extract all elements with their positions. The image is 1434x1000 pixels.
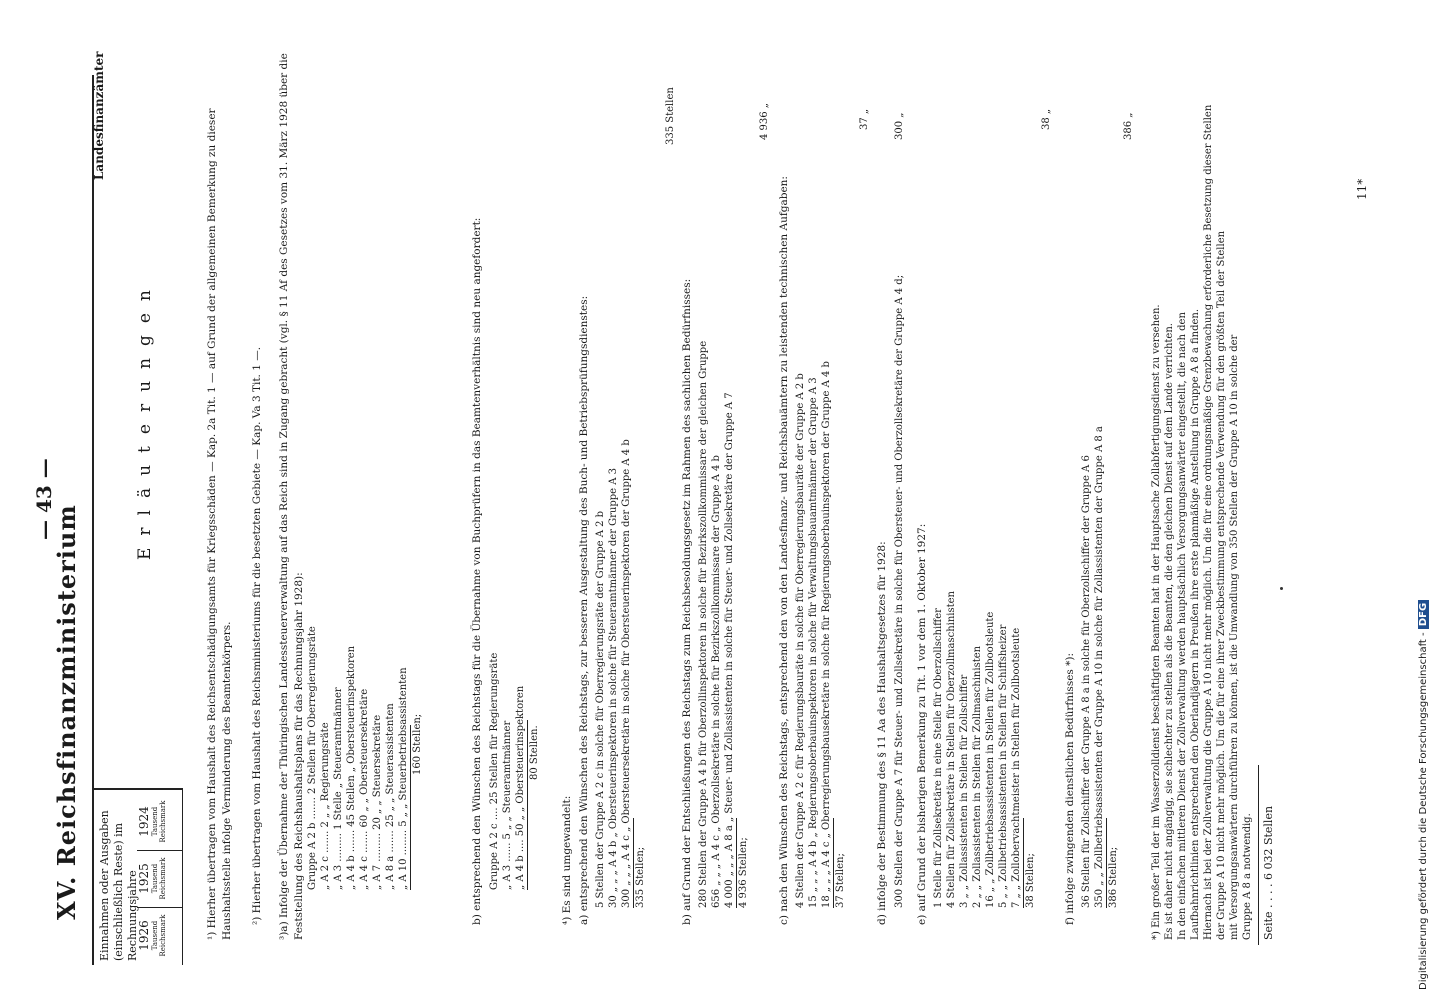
footnote-line: Hiernach ist bei der Zollverwaltung die Gruppe A 10 nicht mehr möglich. Um die für eine ordnungsmäßige Grenzbewachung erforderliche Besetzung dieser Stellen (1203, 104, 1214, 940)
note-4e-list (932, 591, 1037, 908)
side-count: 37 „ (859, 108, 870, 130)
page-number: — 43 — (32, 458, 56, 540)
list-item: 280 Stellen der Gruppe A 4 b für Oberzollinspektoren in solche für Bezirkszollkommissare der gleichen Gruppe (698, 340, 709, 908)
year-unit: Tausend Reichsmark (151, 914, 167, 957)
dfg-logo: DFG (1418, 600, 1429, 629)
note-4d-row: 300 Stellen der Gruppe A 7 für Steuer- und Zollsekretäre in solche für Obersteuer- und Oberzollsekretäre der Gruppe A 4 d; (894, 274, 905, 908)
total-line: 335 Stellen; (633, 818, 647, 908)
footnote-line: *) Ein großer Teil der im Wasserzolldienst beschäftigten Beamten hat in der Hauptsache Zollabfertigungsdienst zu versehen. (1151, 304, 1162, 940)
note-3a-list (306, 626, 424, 890)
year-column (137, 907, 182, 963)
list-item: 15 „ „ „ A 4 b „ Regierungsoberbauinspektoren in solche für Verwaltungsbauamtmänner der Gruppe A 3 (808, 377, 819, 908)
side-count: 300 „ (894, 112, 905, 140)
note-4a-list (594, 439, 647, 908)
note-4f: f) infolge zwingenden dienstlichen Bedürfnisses *): (1064, 652, 1076, 925)
year-unit: Tausend Reichsmark (151, 800, 167, 843)
list-item: 656 „ „ „ A 4 c „ Oberzollsekretäre in solche für Bezirkszollkommissare der Gruppe A 4 b (711, 455, 722, 908)
note-3b-list (488, 653, 541, 890)
footnote-line: Es ist daher nicht angängig, sie schlechter zu stellen als die Beamten, die den gleichen Dienst auf dem Lande verrichten. (1164, 323, 1175, 940)
footnote-line: Gruppe A 8 a notwendig. (1242, 813, 1253, 940)
note-3a: ³)a) Infolge der Übernahme der Thüringischen Landessteuerverwaltung auf das Reich sind in Zugang gebracht (vgl. § 11 Af des Gesetzes vom 31. März 1928 über die Feststellung des Reichshaushaltsplans für das Rechnungsjahr 1928): (278, 53, 305, 940)
list-item: „ A 3 ...... 5 „ „ Steueramtmänner (502, 720, 513, 890)
list-item: 30 „ „ „ A 4 b „ Obersteuerinspektoren in solche für Steueramtmänner der Gruppe A 3 (608, 467, 619, 908)
note-4d: d) infolge der Bestimmung des § 11 Aa des Haushaltsgesetzes für 1928: (876, 541, 888, 925)
year-table (92, 788, 183, 965)
list-item: „ A 8 a ....... 25 „ „ Steuerassistenten (385, 703, 396, 890)
ministry-subtitle: Landesfinanzämter (92, 51, 106, 180)
list-item: „ A 4 b ....... 45 Stellen „ Obersteuerinspektoren (346, 645, 357, 890)
section-heading: Erläuterungen (135, 278, 155, 560)
sheet-mark: 11* (1355, 178, 1369, 200)
page-sum: Seite . . . . 6 032 Stellen (1262, 805, 1275, 940)
list-item: 300 „ „ „ A 4 c „ Obersteuersekretäre in solche für Obersteuerinspektoren der Gruppe A 4 b (621, 439, 632, 908)
year-unit: Tausend Reichsmark (151, 857, 167, 900)
footnote-line: Laufbahnrichtlinien entsprechend den Oberlandjägern in Preußen ihre erste planmäßige Anstellung in Gruppe A 8 a finden. (1190, 308, 1201, 940)
year-label: 1924 (137, 806, 151, 837)
list-item: 16 „ „ Zollbetriebsassistenten in Stellen für Zollbootsleute (985, 611, 996, 908)
list-item: „ A 3 ......... 1 Stelle „ Steueramtmänner (333, 687, 344, 890)
footnote-line: mit Versorgungsanwärtern durchführen zu können, ist die Umwandlung von 350 Stellen der Gruppe A 10 in solche der (1229, 334, 1240, 940)
note-1: ¹) Hierher übertragen vom Haushalt des Reichsentschädigungsamts für Kriegsschäden — Kap. 2a Tit. 1 — auf Grund der allgemeinen Bemerkung zu dieser Haushaltsstelle infolge Verminderung des Beamtenkörpers. (206, 108, 233, 940)
side-count: 4 936 „ (759, 103, 770, 140)
list-item: 5 Stellen der Gruppe A 2 c in solche für Oberregierungsräte der Gruppe A 2 b (595, 510, 606, 908)
list-item: 18 „ „ „ A 4 c „ Oberregierungsbausekretäre in solche für Regierungsoberbauinspektoren der Gruppe A 4 b (821, 361, 832, 908)
digitization-credit (1418, 600, 1429, 990)
note-4f-list (1080, 426, 1120, 908)
list-item: 4 Stellen der Gruppe A 2 c für Regierungsbauräte in solche für Oberregierungsbauräte der Gruppe A 2 b (795, 373, 806, 908)
list-item: Gruppe A 2 c .... 25 Stellen für Regierungsräte (489, 652, 500, 890)
total-line: 386 Stellen; (1106, 818, 1120, 908)
list-item: „ A 2 c ....... 2 „ „ Regierungsräte (320, 722, 331, 890)
list-item: „ A 7 ......... 20 „ „ Steuersekretäre (372, 714, 383, 890)
list-item: 5 „ „ Zollbetriebsassistenten in Stellen für Schiffsheizer (998, 624, 1009, 908)
note-4a: a) entsprechend den Wünschen des Reichstags, zur besseren Ausgestaltung des Buch- und Betriebsprüfungsdienstes: (578, 295, 590, 925)
note-4b-list (697, 341, 750, 908)
list-item: 3 „ „ Zollassistenten in Stellen für Zollschiffer (959, 674, 970, 908)
note-4c: c) nach den Wünschen des Reichstags, entsprechend den von den Landesfinanz- und Reichsbauämtern zu leistenden technischen Aufgaben: (778, 176, 790, 925)
side-count: 386 „ (1123, 112, 1134, 140)
list-item: Gruppe A 2 b ....... 2 Stellen für Oberregierungsräte (307, 626, 318, 890)
list-item: „ A 4 c ....... 60 „ „ Obersteuersekretäre (359, 688, 370, 890)
list-item: 36 Stellen für Zollschiffer der Gruppe A 8 a in solche für Oberzollschiffer der Gruppe A 6 (1081, 455, 1092, 908)
digitization-text: Digitalisierung gefördert durch die Deutsche Forschungsgemeinschaft - (1418, 632, 1429, 990)
list-item: 4 000 „ „ „ A 8 a „ Steuer- und Zollassistenten in solche für Steuer- und Zollsekretäre der Gruppe A 7 (724, 392, 735, 908)
footnote-line: In den einfachen mittleren Dienst der Zollverwaltung werden hauptsächlich Versorgungsanwärter eingestellt, die nach den (1177, 312, 1188, 940)
sum-rule (1258, 765, 1259, 945)
note-4b: b) auf Grund der Entschließungen des Reichstags zum Reichsbesoldungsgesetz im Rahmen des sachlichen Bedürfnisses: (681, 278, 693, 925)
list-item: 350 „ „ Zollbetriebsassistenten der Gruppe A 10 in solche für Zollassistenten der Gruppe A 8 a (1094, 426, 1105, 908)
note-3b: b) entsprechend den Wünschen des Reichstags für die Übernahme von Buchprüfern in das Beamtenverhältnis sind neu angefordert: (471, 217, 483, 925)
year-label: 1925 (137, 863, 151, 894)
list-item: „ A 4 b .... 50 „ „ Obersteuerinspektoren (515, 685, 526, 890)
list-item: 7 „ „ Zollobervachtmeister in Stellen für Zollbootsleute (1011, 627, 1022, 908)
year-column (137, 850, 182, 906)
footnote-line: der Gruppe A 10 nicht mehr möglich. Um die für eine ihrer Zweckbestimmung entsprechende Verwendung für den größten Teil der Stellen (1216, 230, 1227, 940)
year-table-heading: Einnahmen oder Ausgaben (einschließlich Reste) im Rechnungsjahre (98, 810, 139, 961)
footnote (1150, 105, 1254, 940)
side-count: 335 Stellen (665, 87, 676, 145)
total-line: 80 Stellen. (527, 720, 541, 890)
note-4c-list (794, 361, 847, 908)
total-line: 37 Stellen; (833, 818, 847, 908)
ministry-title: XV. Reichsfinanzministerium (52, 504, 81, 920)
list-item: 2 „ „ Zollassistenten in Stellen für Zollmaschinisten (972, 645, 983, 908)
year-label: 1926 (137, 920, 151, 951)
year-column (137, 794, 182, 849)
note-4: ⁴) Es sind umgewandelt: (561, 795, 573, 925)
list-item: 4 Stellen für Zollsekretäre in Stellen für Oberzollmaschinisten (946, 591, 957, 908)
scan-dot (1280, 587, 1283, 590)
total-line: 4 936 Stellen; (736, 818, 750, 908)
list-item: 1 Stelle für Zollsekretäre in eine Stelle für Oberzollschiffer (933, 608, 944, 908)
total-line: 160 Stellen; (410, 725, 424, 890)
total-line: 38 Stellen; (1023, 818, 1037, 908)
note-2: ²) Hierher übertragen vom Haushalt des Reichsministeriums für die besetzten Gebiete — Kap. Va 3 Tit. 1 —. (251, 346, 263, 925)
note-4e: e) auf Grund der bisherigen Bemerkung zu Tit. 1 vor dem 1. Oktober 1927: (916, 523, 928, 925)
list-item: „ A 10 ........ 5 „ „ Steuerbetriebsassistenten (398, 667, 409, 890)
side-count: 38 „ (1041, 108, 1052, 130)
